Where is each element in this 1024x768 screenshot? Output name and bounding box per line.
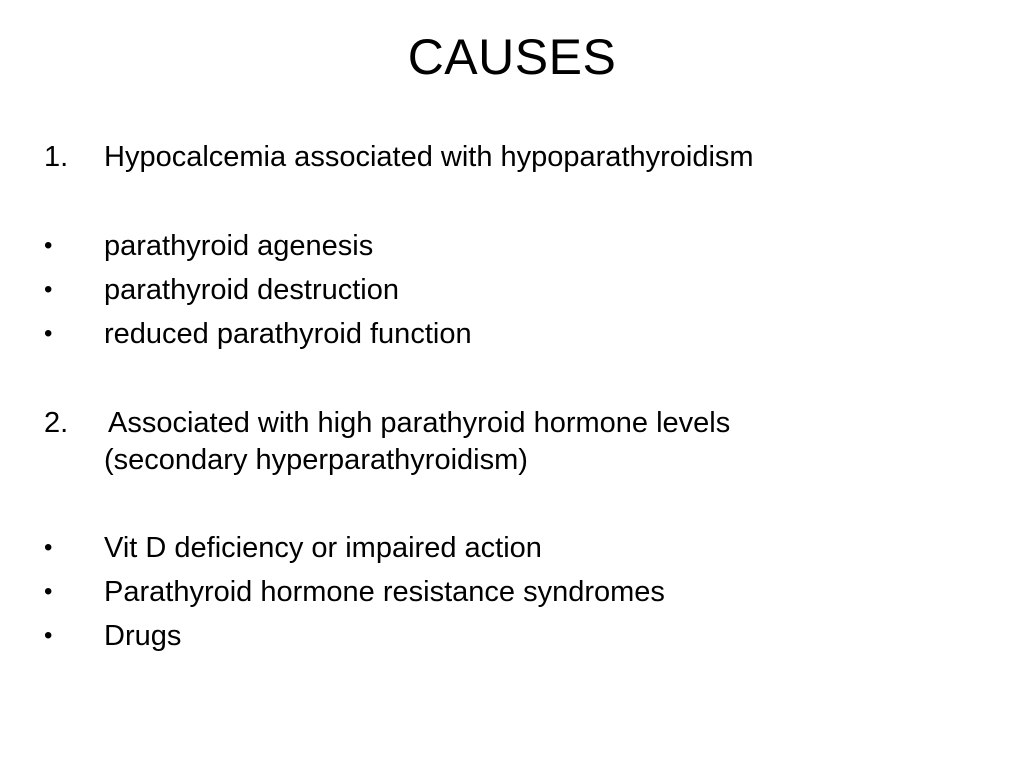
section-2-number: 2. xyxy=(44,407,69,439)
section-1-number: 1. xyxy=(44,141,69,173)
bullet-icon: • xyxy=(44,276,53,303)
bullet-text: Drugs xyxy=(104,620,182,652)
section-1-heading: Hypocalcemia associated with hypoparathyroidism xyxy=(104,141,754,173)
bullet-icon: • xyxy=(44,320,53,347)
bullet-icon: • xyxy=(44,578,53,605)
bullet-icon: • xyxy=(44,622,53,649)
slide-title: CAUSES xyxy=(407,29,617,85)
bullet-text: Parathyroid hormone resistance syndromes xyxy=(104,576,665,608)
bullet-icon: • xyxy=(44,232,53,259)
section-2-heading-line-2: (secondary hyperparathyroidism) xyxy=(104,444,528,476)
bullet-icon: • xyxy=(44,534,53,561)
bullet-text: Vit D deficiency or impaired action xyxy=(104,532,542,564)
bullet-text: parathyroid agenesis xyxy=(104,230,374,262)
section-2-heading: Associated with high parathyroid hormone levels xyxy=(108,407,731,439)
bullet-text: reduced parathyroid function xyxy=(104,318,472,350)
bullet-text: parathyroid destruction xyxy=(104,274,399,306)
